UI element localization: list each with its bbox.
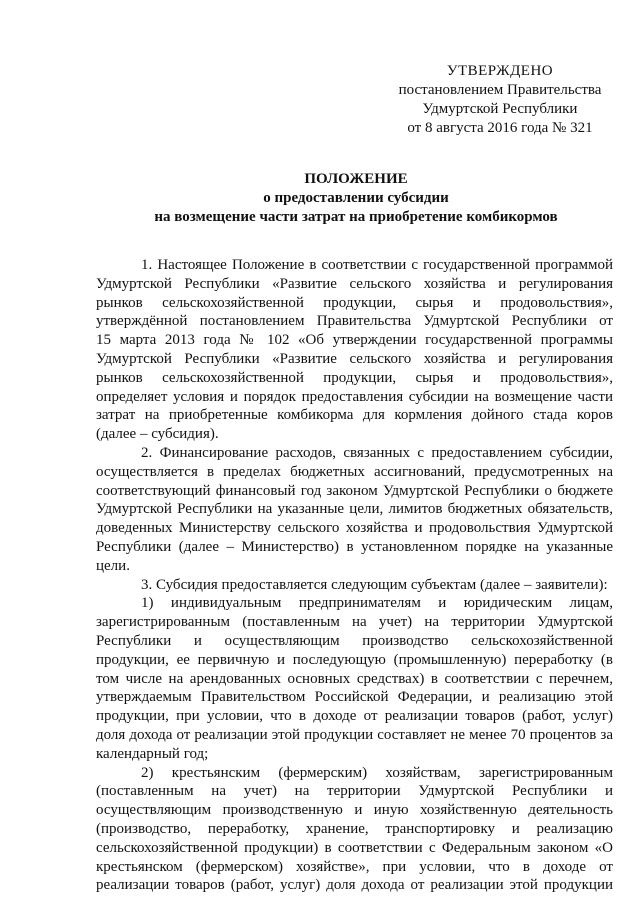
approval-line: постановлением Правительства [398,82,602,98]
text-line: реализации товаров (работ, услуг) доля дохода от реализации этой продукции [96,877,613,894]
text-line: 2. Финансирование расходов, связанных с предоставлением субсидии, [141,444,613,461]
text-line: продукции, при условии, что в доходе от реализации товаров (работ, услуг) [96,708,613,725]
text-line: (поставленным на учет) на территории Удмуртской Республики и [96,783,613,800]
text-line: соответствующий финансовый год законом Удмуртской Республики о бюджете [96,482,613,499]
text-line: 2) крестьянским (фермерским) хозяйствам, зарегистрированным [141,764,613,781]
approval-line: от 8 августа 2016 года № 321 [407,120,593,136]
text-line: рынков сельскохозяйственной продукции, сырья и продовольствия», [96,369,613,386]
document-subtitle: о предоставлении субсидии [263,190,449,206]
text-line: доля дохода от реализации этой продукции составляет не менее 70 процентов за [96,726,613,743]
text-line: (производство, переработку, хранение, транспортировку и реализацию [96,820,613,837]
text-line: зарегистрированным (поставленным на учет) на территории Удмуртской [96,614,613,631]
text-line: 3. Субсидия предоставляется следующим субъектам (далее – заявители): [141,576,608,593]
text-line: том числе на арендованных основных средствах) в соответствии с перечнем, [96,670,613,687]
text-line: Удмуртской Республики на указанные цели, лимитов бюджетных обязательств, [96,501,613,518]
text-line: цели. [96,557,130,574]
text-line: (далее – субсидия). [96,426,219,443]
approval-stamp: УТВЕРЖДЕНО [446,63,554,79]
text-line: сельскохозяйственной продукции) в соответствии с Федеральным законом «О [96,839,613,856]
text-line: Удмуртской Республики «Развитие сельского хозяйства и регулирования [96,275,613,292]
approval-line: Удмуртской Республики [422,101,578,117]
text-line: осуществляющим производственную и иную хозяйственную деятельность [96,802,613,819]
document-title: ПОЛОЖЕНИЕ [304,171,408,187]
text-line: календарный год; [96,745,209,762]
approval-block [395,62,605,138]
text-line: рынков сельскохозяйственной продукции, сырья и продовольствия», [96,294,613,311]
document-body [96,256,613,895]
text-line: Республики и осуществляющим производство сельскохозяйственной [96,632,613,649]
text-line: определяет условия и порядок предоставления субсидии на возмещение части [96,388,613,405]
text-line: доведенных Министерству сельского хозяйства и продовольствия Удмуртской [96,520,613,537]
text-line: Республики (далее – Министерство) в установленном порядке на указанные [96,538,613,555]
text-line: утверждаемым Правительством Российской Федерации, и реализацию этой [96,689,613,706]
document-heading [96,170,616,227]
document-subtitle: на возмещение части затрат на приобретение комбикормов [154,209,558,225]
text-line: 1. Настоящее Положение в соответствии с государственной программой [141,257,613,273]
text-line: 15 марта 2013 года № 102 «Об утверждении государственной программы [96,332,613,349]
text-line: 1) индивидуальным предпринимателям и юридическим лицам, [141,595,613,612]
text-line: Удмуртской Республики «Развитие сельского хозяйства и регулирования [96,350,613,367]
text-line: крестьянском (фермерском) хозяйстве», при условии, что в доходе от [96,858,613,875]
text-line: осуществляется в пределах бюджетных ассигнований, предусмотренных на [96,463,613,480]
text-line: продукции, ее первичную и последующую (промышленную) переработку (в [96,651,613,668]
text-line: затрат на приобретенные комбикорма для кормления дойного стада коров [96,407,613,424]
text-line: утверждённой постановлением Правительства Удмуртской Республики от [96,313,613,330]
